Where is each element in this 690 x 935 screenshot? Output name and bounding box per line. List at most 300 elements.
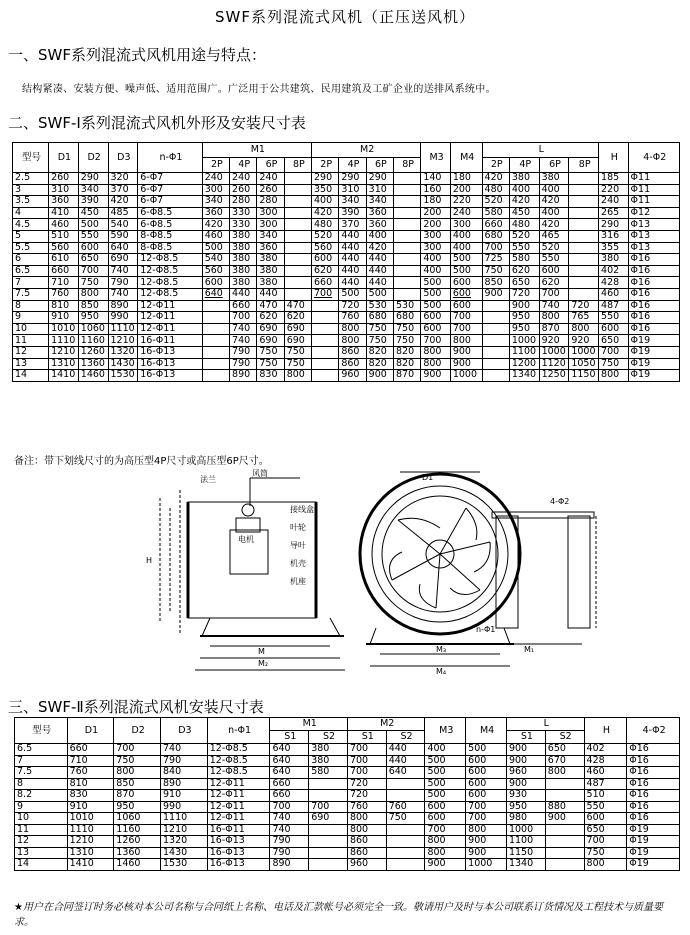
table-cell [309, 824, 348, 836]
table-cell: 300 [450, 219, 482, 231]
table-cell: 470 [284, 300, 311, 312]
table-cell: 790 [108, 277, 138, 289]
table-cell: 740 [108, 265, 138, 277]
table-cell: 1260 [78, 346, 108, 358]
table-cell: 450 [509, 207, 539, 219]
table-cell: 550 [599, 312, 629, 324]
table-cell: 600 [421, 323, 451, 335]
table-cell [202, 288, 229, 300]
header-sub: S1 [506, 731, 545, 744]
table-header-row [15, 718, 680, 731]
table-cell [569, 173, 599, 185]
table-cell: 12-Φ11 [207, 778, 270, 790]
table-cell: 660 [270, 790, 309, 802]
table-cell: 460 [49, 219, 79, 231]
table-cell: 740 [230, 323, 257, 335]
table-cell: 200 [450, 184, 482, 196]
table-cell: 1000 [450, 370, 482, 382]
table-cell: 950 [78, 312, 108, 324]
table-cell: 860 [347, 847, 386, 859]
table-cell [569, 288, 599, 300]
table-cell: 790 [270, 836, 309, 848]
table-cell: 400 [450, 230, 482, 242]
table-cell: 890 [108, 300, 138, 312]
table-cell: 640 [270, 744, 309, 756]
table-cell: 800 [339, 323, 366, 335]
table-cell [482, 335, 509, 347]
diagram-label-motor: 电机 [238, 535, 254, 544]
table-cell: 1430 [161, 847, 208, 859]
section3-heading: 三、SWF-Ⅱ系列混流式风机安装尺寸表 [8, 698, 264, 716]
fan-installation-diagram [140, 468, 600, 686]
table-cell: 465 [539, 230, 569, 242]
table-cell: 160 [421, 184, 451, 196]
table-cell: 760 [347, 801, 386, 813]
table-cell [569, 207, 599, 219]
header-pole: 4P [509, 158, 539, 173]
table-row [13, 323, 680, 335]
table-cell: 420 [509, 196, 539, 208]
table-cell [312, 370, 339, 382]
table-cell: 910 [49, 312, 79, 324]
table-cell: 830 [67, 790, 114, 802]
table-cell: 890 [161, 778, 208, 790]
table-cell: 600 [78, 242, 108, 254]
table-cell: 790 [230, 358, 257, 370]
table-cell: 300 [257, 207, 284, 219]
table-row [13, 207, 680, 219]
header-m1: M1 [270, 718, 348, 731]
table-cell: 800 [347, 813, 386, 825]
table-cell: 6-Φ8.5 [138, 207, 202, 219]
table-cell: 400 [421, 254, 451, 266]
table-cell [394, 230, 421, 242]
table-cell: 1050 [569, 358, 599, 370]
underlined-value: 600 [452, 288, 471, 300]
table-cell [394, 277, 421, 289]
table-cell: 760 [339, 312, 366, 324]
table-cell: 740 [270, 813, 309, 825]
table-cell: 310 [49, 184, 79, 196]
footer-notice: ★用户在合同签订时务必核对本公司名称与合同纸上名称、电话及汇款帐号必须完全一致。敬请用户及时与本公司联系订货情况及工程技术与质量要求。 [14, 902, 663, 928]
table-cell: 470 [257, 300, 284, 312]
table-cell [284, 288, 311, 300]
table-cell: 1430 [108, 358, 138, 370]
header-pole: 8P [394, 158, 421, 173]
table-cell [284, 265, 311, 277]
table-cell: 600 [450, 300, 482, 312]
table-cell: 6-Φ7 [138, 173, 202, 185]
table-cell: 6 [13, 254, 49, 266]
table-cell [312, 358, 339, 370]
diagram-label-junction-box: 接线盒 [290, 505, 314, 514]
table-cell: 700 [539, 288, 569, 300]
table-cell [545, 824, 584, 836]
table-cell: 380 [257, 265, 284, 277]
table-cell: 820 [366, 358, 393, 370]
table-cell: 380 [230, 277, 257, 289]
table-cell: 380 [230, 230, 257, 242]
table-cell: 750 [284, 346, 311, 358]
table-cell: 810 [49, 300, 79, 312]
table-cell: 760 [49, 288, 79, 300]
table-cell: Φ16 [628, 323, 679, 335]
table-cell: 740 [161, 744, 208, 756]
table-cell: 400 [539, 207, 569, 219]
table-cell: 700 [466, 813, 507, 825]
table-cell [545, 790, 584, 802]
table-cell [284, 254, 311, 266]
header-h: H [584, 718, 627, 744]
header-pole: 4P [339, 158, 366, 173]
table-cell: 1250 [539, 370, 569, 382]
table-cell: 440 [257, 288, 284, 300]
table-cell [312, 346, 339, 358]
table-cell: 1210 [67, 836, 114, 848]
table-cell: 900 [466, 836, 507, 848]
table-cell: 6-Φ7 [138, 196, 202, 208]
table-cell: 920 [539, 335, 569, 347]
table-cell: 600 [466, 767, 507, 779]
table-cell: 550 [509, 242, 539, 254]
table-cell: 1000 [539, 346, 569, 358]
table-cell: 1530 [108, 370, 138, 382]
table-cell: 16-Φ13 [138, 370, 202, 382]
table-cell: 900 [506, 778, 545, 790]
table-row [13, 196, 680, 208]
header-l: L [482, 143, 598, 158]
table-cell: 500 [366, 288, 393, 300]
table-cell [309, 790, 348, 802]
table-cell: 1360 [78, 358, 108, 370]
underlined-value: 640 [204, 288, 223, 300]
table-cell: Φ16 [627, 767, 680, 779]
header-m2: M2 [347, 718, 425, 731]
table-cell: 1160 [114, 824, 161, 836]
header-m4: M4 [450, 143, 482, 173]
header-sub: S2 [386, 731, 425, 744]
table-cell: 200 [421, 207, 451, 219]
swf2-dimension-table [14, 717, 680, 871]
diagram-label-duct: 风筒 [252, 469, 268, 478]
table-note: 备注：带下划线尺寸的为高压型4P尺寸或高压型6P尺寸。 [14, 456, 269, 467]
diagram-label-h: H [146, 556, 153, 565]
table-cell: 240 [450, 207, 482, 219]
table-cell: 420 [312, 207, 339, 219]
table-cell: 700 [270, 801, 309, 813]
table-cell: 500 [450, 265, 482, 277]
table-row [15, 813, 680, 825]
table-cell: 1010 [49, 323, 79, 335]
table-cell: 428 [584, 755, 627, 767]
table-cell: 440 [339, 230, 366, 242]
table-cell: 220 [599, 184, 629, 196]
table-cell: 16-Φ13 [138, 346, 202, 358]
table-cell: Φ19 [627, 824, 680, 836]
diagram-label-casing: 机壳 [290, 559, 306, 568]
table-cell: 360 [202, 207, 229, 219]
table-cell: 510 [49, 230, 79, 242]
table-cell: 390 [339, 207, 366, 219]
table-cell: 650 [584, 824, 627, 836]
table-cell: 380 [230, 242, 257, 254]
table-cell: 620 [284, 312, 311, 324]
table-cell: 9 [13, 312, 49, 324]
table-cell: 820 [394, 358, 421, 370]
header-sub: S1 [270, 731, 309, 744]
table-cell: 800 [584, 859, 627, 871]
table-cell: 900 [366, 370, 393, 382]
table-cell: 700 [230, 312, 257, 324]
table-cell: 640 [270, 755, 309, 767]
header-d2: D2 [78, 143, 108, 173]
header-d2: D2 [114, 718, 161, 744]
table-cell: Φ16 [627, 778, 680, 790]
table-cell: Φ16 [628, 288, 679, 300]
table-cell: Φ11 [628, 184, 679, 196]
table-cell: 860 [347, 836, 386, 848]
table-cell: 265 [599, 207, 629, 219]
table-cell: 820 [394, 346, 421, 358]
table-cell: 700 [309, 801, 348, 813]
table-cell: 810 [67, 778, 114, 790]
table-cell: 340 [257, 230, 284, 242]
table-cell [569, 277, 599, 289]
table-cell: 530 [394, 300, 421, 312]
table-cell: 485 [108, 207, 138, 219]
table-cell: 1310 [67, 847, 114, 859]
table-cell: 290 [366, 173, 393, 185]
table-cell: 760 [67, 767, 114, 779]
table-cell: 316 [599, 230, 629, 242]
table-cell: 820 [366, 346, 393, 358]
table-cell: 650 [599, 335, 629, 347]
table-cell [386, 836, 425, 848]
table-cell [312, 312, 339, 324]
table-cell: 360 [366, 219, 393, 231]
table-cell [284, 277, 311, 289]
table-row [15, 824, 680, 836]
table-cell: 380 [309, 744, 348, 756]
header-d1: D1 [49, 143, 79, 173]
table-cell: 400 [425, 744, 466, 756]
header-4-phi2: 4-Φ2 [627, 718, 680, 744]
table-cell: 840 [161, 767, 208, 779]
table-cell: 3.5 [13, 196, 49, 208]
table-cell [284, 196, 311, 208]
table-cell: 350 [312, 184, 339, 196]
table-cell: 720 [509, 288, 539, 300]
table-cell [284, 242, 311, 254]
table-cell: 660 [49, 265, 79, 277]
table-cell: 910 [67, 801, 114, 813]
table-cell: 710 [67, 755, 114, 767]
table-cell: 660 [230, 300, 257, 312]
table-cell: 200 [421, 219, 451, 231]
table-cell: 800 [450, 335, 482, 347]
table-cell: 580 [482, 207, 509, 219]
table-cell [202, 370, 229, 382]
table-cell: 640 [270, 767, 309, 779]
table-cell: 1410 [67, 859, 114, 871]
table-cell: 500 [425, 755, 466, 767]
table-cell: 1160 [78, 335, 108, 347]
table-cell: 7.5 [15, 767, 68, 779]
table-cell: 220 [450, 196, 482, 208]
table-cell [202, 300, 229, 312]
table-cell [482, 312, 509, 324]
table-cell: 800 [421, 346, 451, 358]
table-cell: 380 [599, 254, 629, 266]
table-cell: 700 [450, 323, 482, 335]
header-pole: 8P [569, 158, 599, 173]
table-cell: 487 [599, 300, 629, 312]
table-cell: 530 [366, 300, 393, 312]
table-cell: 1210 [49, 346, 79, 358]
table-row [13, 265, 680, 277]
table-cell: 500 [425, 778, 466, 790]
table-cell: 620 [539, 277, 569, 289]
header-m4: M4 [466, 718, 507, 744]
table-cell [482, 370, 509, 382]
table-cell [545, 836, 584, 848]
table-cell: 720 [347, 778, 386, 790]
table-cell: 340 [202, 196, 229, 208]
table-cell: 1120 [539, 358, 569, 370]
table-cell: 480 [509, 219, 539, 231]
table-cell: 460 [584, 767, 627, 779]
table-cell [569, 196, 599, 208]
table-cell [202, 323, 229, 335]
header-pole: 6P [366, 158, 393, 173]
table-cell [569, 254, 599, 266]
table-cell: 12-Φ11 [138, 312, 202, 324]
table-cell: 1340 [509, 370, 539, 382]
table-cell: 600 [466, 790, 507, 802]
table-cell [569, 242, 599, 254]
table-cell [482, 300, 509, 312]
table-cell: 930 [506, 790, 545, 802]
table-row [13, 346, 680, 358]
table-cell: 690 [257, 335, 284, 347]
table-cell [482, 346, 509, 358]
table-cell: 580 [309, 767, 348, 779]
table-cell: 11 [13, 335, 49, 347]
table-cell: 440 [386, 755, 425, 767]
table-cell: 310 [366, 184, 393, 196]
table-cell: 180 [450, 173, 482, 185]
table-cell: Φ19 [627, 847, 680, 859]
header-pole: 8P [284, 158, 311, 173]
table-cell: 725 [482, 254, 509, 266]
table-cell: 800 [347, 824, 386, 836]
table-cell [394, 242, 421, 254]
table-cell: 850 [482, 277, 509, 289]
table-cell: 600 [539, 265, 569, 277]
table-cell: 360 [49, 196, 79, 208]
table-cell: 290 [78, 173, 108, 185]
table-cell: 290 [339, 173, 366, 185]
table-cell: 370 [339, 219, 366, 231]
table-cell: 620 [509, 265, 539, 277]
table-cell: 900 [506, 744, 545, 756]
header-l: L [506, 718, 584, 731]
table-cell: 540 [108, 219, 138, 231]
table-cell: 260 [230, 184, 257, 196]
table-cell: 12-Φ11 [138, 300, 202, 312]
table-cell: 1010 [67, 813, 114, 825]
table-cell: 900 [450, 358, 482, 370]
table-cell [482, 358, 509, 370]
table-cell: 12-Φ8.5 [138, 288, 202, 300]
table-cell: 240 [257, 173, 284, 185]
table-cell: 16-Φ13 [207, 847, 270, 859]
table-cell: Φ16 [627, 801, 680, 813]
table-cell: 750 [284, 358, 311, 370]
table-cell: Φ16 [628, 254, 679, 266]
table-cell: Φ19 [628, 370, 679, 382]
header-d1: D1 [67, 718, 114, 744]
table-cell: 960 [347, 859, 386, 871]
table-cell: 910 [161, 790, 208, 802]
table-cell: 290 [599, 219, 629, 231]
table-cell: 500 [421, 300, 451, 312]
table-cell: 480 [312, 219, 339, 231]
table-cell: 870 [114, 790, 161, 802]
table-cell: 700 [347, 744, 386, 756]
table-row [15, 790, 680, 802]
table-row [15, 767, 680, 779]
header-m2: M2 [312, 143, 421, 158]
table-cell: 6-Φ8.5 [138, 219, 202, 231]
swf1-dimension-table [12, 142, 680, 382]
table-cell: 260 [257, 184, 284, 196]
table-cell: 450 [78, 207, 108, 219]
table-cell: 1310 [49, 358, 79, 370]
table-cell: 950 [509, 323, 539, 335]
table-cell: 7.5 [13, 288, 49, 300]
table-cell: Φ11 [628, 196, 679, 208]
table-cell: 800 [78, 288, 108, 300]
table-cell: 355 [599, 242, 629, 254]
table-cell: 1110 [161, 813, 208, 825]
table-cell: 590 [108, 230, 138, 242]
table-cell: 12-Φ11 [207, 790, 270, 802]
table-cell: 650 [545, 744, 584, 756]
table-cell: 12-Φ8.5 [207, 744, 270, 756]
table-cell: 380 [509, 173, 539, 185]
table-cell: 700 [482, 242, 509, 254]
table-cell: Φ12 [628, 207, 679, 219]
table-cell: 2.5 [13, 173, 49, 185]
table-cell [545, 847, 584, 859]
header-model: 型号 [13, 143, 49, 173]
table-cell [569, 184, 599, 196]
table-cell [309, 859, 348, 871]
header-pole: 2P [312, 158, 339, 173]
table-cell [394, 254, 421, 266]
table-cell: 500 [421, 277, 451, 289]
table-cell: 12-Φ8.5 [207, 767, 270, 779]
page-title: SWF系列混流式风机（正压送风机） [215, 8, 475, 26]
header-pole: 4P [230, 158, 257, 173]
table-cell: 790 [230, 346, 257, 358]
table-cell: 240 [599, 196, 629, 208]
diagram-label-d1: D1 [422, 473, 434, 482]
table-cell: 400 [539, 184, 569, 196]
table-cell: 280 [257, 196, 284, 208]
table-cell [202, 358, 229, 370]
